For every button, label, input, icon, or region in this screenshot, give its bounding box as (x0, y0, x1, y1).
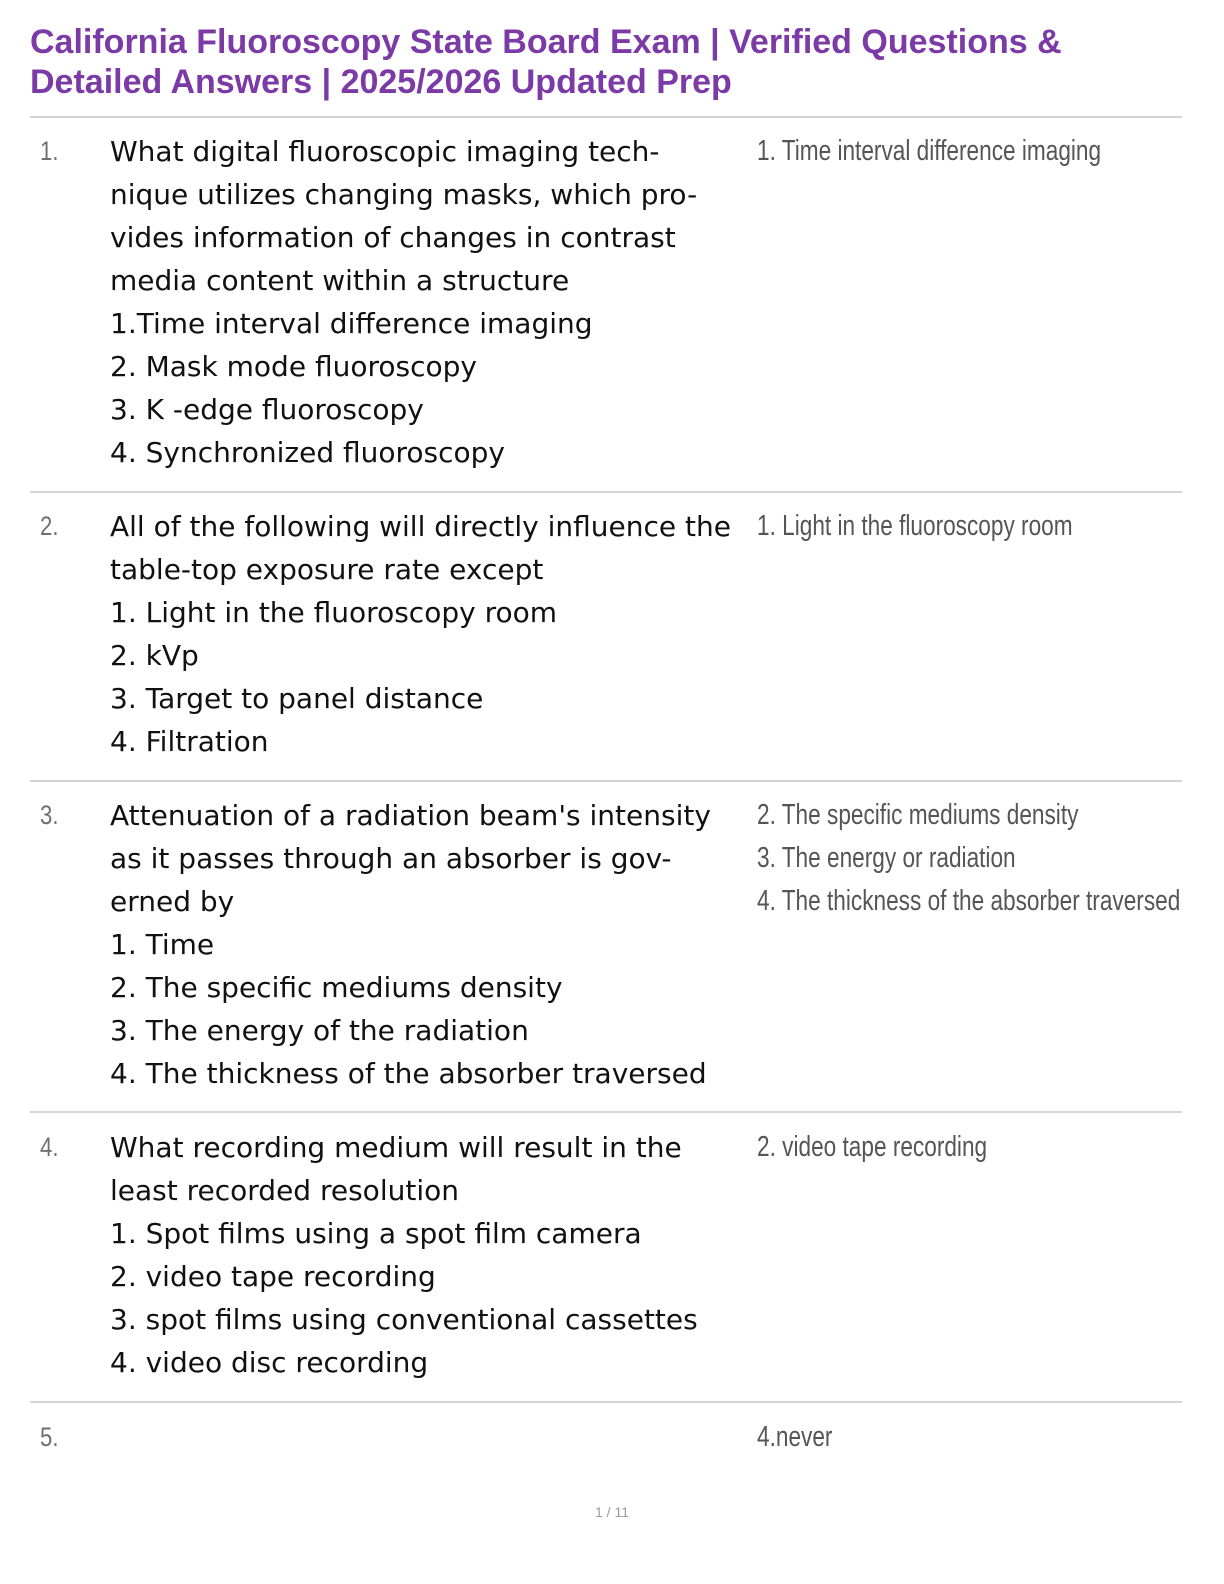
question-text (110, 130, 755, 474)
question-card (30, 505, 1182, 770)
answer-option: 1.Time interval difference imaging (110, 307, 593, 340)
correct-answers (757, 1416, 1177, 1459)
title-line-2: Detailed Answers | 2025/2026 Updated Prep (30, 63, 732, 101)
question-line: nique utilizes changing masks, which pro- (110, 178, 698, 211)
question-text (110, 505, 755, 763)
question-line: All of the following will directly influence the (110, 510, 731, 543)
correct-answer: 1. Time interval difference imaging (757, 135, 1102, 167)
page-indicator: 1 / 11 (595, 1504, 629, 1520)
correct-answer: 3. The energy or radiation (757, 842, 1016, 874)
answer-option: 3. spot films using conventional cassettes (110, 1303, 698, 1336)
question-card (30, 1126, 1182, 1391)
question-number: 4. (40, 1132, 59, 1162)
answer-option: 1. Light in the fluoroscopy room (110, 596, 558, 629)
answer-option: 3. K -edge fluoroscopy (110, 393, 424, 426)
question-text (110, 794, 755, 1095)
correct-answer: 2. The specific mediums density (757, 799, 1079, 831)
question-line: least recorded resolution (110, 1174, 459, 1207)
question-line: vides information of changes in contrast (110, 221, 676, 254)
correct-answers (757, 794, 1181, 923)
question-line: What digital fluoroscopic imaging tech- (110, 135, 660, 168)
divider (30, 116, 1182, 118)
question-line: Attenuation of a radiation beam's intensity (110, 799, 711, 832)
answer-option: 2. kVp (110, 639, 199, 672)
answer-option: 3. The energy of the radiation (110, 1014, 529, 1047)
question-line: What recording medium will result in the (110, 1131, 682, 1164)
divider (30, 491, 1182, 493)
correct-answers (757, 1126, 1177, 1169)
answer-option: 2. The specific mediums density (110, 971, 563, 1004)
question-number: 3. (40, 800, 59, 830)
answer-option: 4. Synchronized fluoroscopy (110, 436, 505, 469)
answer-option: 2. video tape recording (110, 1260, 436, 1293)
divider (30, 780, 1182, 782)
question-text (110, 1126, 755, 1384)
question-number: 5. (40, 1422, 59, 1452)
answer-option: 4. The thickness of the absorber traversed (110, 1057, 707, 1090)
answer-option: 3. Target to panel distance (110, 682, 484, 715)
question-card (30, 794, 1182, 1099)
question-line: media content within a structure (110, 264, 570, 297)
answer-option: 2. Mask mode fluoroscopy (110, 350, 477, 383)
correct-answer: 2. video tape recording (757, 1131, 988, 1163)
divider (30, 1111, 1182, 1113)
divider (30, 1401, 1182, 1403)
correct-answer: 4.never (757, 1421, 833, 1453)
question-number: 1. (40, 136, 59, 166)
answer-option: 4. Filtration (110, 725, 269, 758)
answer-option: 1. Time (110, 928, 215, 961)
question-line: table-top exposure rate except (110, 553, 544, 586)
question-card (30, 1416, 1182, 1466)
correct-answers (757, 130, 1177, 173)
document-title (30, 22, 1190, 102)
correct-answers (757, 505, 1177, 548)
correct-answer: 4. The thickness of the absorber traversed (757, 885, 1181, 917)
question-line: erned by (110, 885, 235, 918)
answer-option: 4. video disc recording (110, 1346, 429, 1379)
title-line-1: California Fluoroscopy State Board Exam | Verified Questions & (30, 23, 1062, 61)
correct-answer: 1. Light in the fluoroscopy room (757, 510, 1073, 542)
question-number: 2. (40, 511, 59, 541)
question-card (30, 130, 1182, 480)
question-line: as it passes through an absorber is gov- (110, 842, 672, 875)
answer-option: 1. Spot films using a spot film camera (110, 1217, 642, 1250)
